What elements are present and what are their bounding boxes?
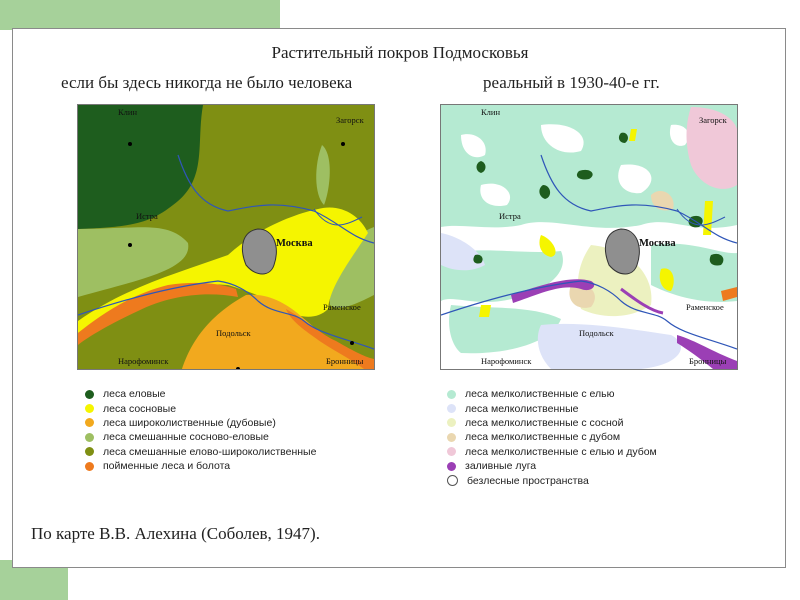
- legend-label: леса сосновые: [103, 402, 177, 415]
- legend-natural-item: [85, 459, 316, 473]
- legend-natural-item: [85, 401, 316, 415]
- legend-swatch-icon: [447, 418, 456, 427]
- city-bronnitsy-natural: Бронницы: [326, 356, 364, 366]
- legend-swatch-icon: [447, 433, 456, 442]
- legend-natural: [85, 387, 316, 473]
- city-istra-natural: Истра: [136, 211, 158, 221]
- legend-real: [447, 387, 657, 488]
- map-natural-vegetation: [77, 104, 375, 370]
- legend-label: леса смешанные сосново-еловые: [103, 431, 269, 444]
- legend-label: безлесные пространства: [467, 474, 589, 487]
- city-podolsk-natural: Подольск: [216, 328, 251, 338]
- legend-label: леса мелколиственные с дубом: [465, 431, 621, 444]
- legend-swatch-icon: [85, 390, 94, 399]
- legend-natural-item: [85, 445, 316, 459]
- legend-label: леса мелколиственные с елью: [465, 388, 615, 401]
- legend-real-item: [447, 445, 657, 459]
- city-moskva-natural: Москва: [276, 238, 313, 249]
- subtitle-real: реальный в 1930-40-е гг.: [483, 73, 660, 92]
- legend-swatch-icon: [447, 390, 456, 399]
- legend-label: леса еловые: [103, 388, 166, 401]
- city-klin-real: Клин: [481, 107, 501, 117]
- city-zagorsk-natural: Загорск: [336, 115, 364, 125]
- legend-real-item: [447, 387, 657, 401]
- legend-label: леса мелколиственные с сосной: [465, 416, 624, 429]
- legend-swatch-icon: [85, 418, 94, 427]
- legend-natural-item: [85, 430, 316, 444]
- city-klin-natural: Клин: [118, 107, 138, 117]
- city-ramenskoe-natural: Раменское: [323, 302, 361, 312]
- legend-swatch-icon: [447, 404, 456, 413]
- city-narofominsk-real: Нарофоминск: [481, 356, 532, 366]
- legend-natural-item: [85, 416, 316, 430]
- slide: [12, 28, 786, 568]
- legend-swatch-icon: [85, 447, 94, 456]
- legend-swatch-icon: [447, 447, 456, 456]
- legend-real-item: [447, 459, 657, 473]
- legend-real-item: [447, 473, 657, 487]
- legend-label: пойменные леса и болота: [103, 460, 231, 473]
- legend-swatch-icon: [85, 462, 94, 471]
- legend-label: леса мелколиственные: [465, 402, 579, 415]
- legend-natural-item: [85, 387, 316, 401]
- legend-real-item: [447, 401, 657, 415]
- legend-swatch-icon: [85, 404, 94, 413]
- legend-label: леса мелколиственные с елью и дубом: [465, 445, 657, 458]
- map-real-vegetation: [440, 104, 738, 370]
- subtitle-natural: если бы здесь никогда не было человека: [61, 73, 353, 92]
- legend-label: леса широколиственные (дубовые): [103, 416, 276, 429]
- legend-swatch-icon: [447, 462, 456, 471]
- legend-label: леса смешанные елово-широколиственные: [103, 445, 317, 458]
- legend-real-item: [447, 430, 657, 444]
- city-ramenskoe-real: Раменское: [686, 302, 724, 312]
- legend-swatch-icon: [85, 433, 94, 442]
- legend-swatch-icon: [447, 475, 458, 486]
- source-note: По карте В.В. Алехина (Соболев, 1947).: [31, 524, 320, 543]
- city-bronnitsy-real: Бронницы: [689, 356, 727, 366]
- city-podolsk-real: Подольск: [579, 328, 614, 338]
- city-narofominsk-natural: Нарофоминск: [118, 356, 169, 366]
- city-moskva-real: Москва: [639, 238, 676, 249]
- legend-real-item: [447, 416, 657, 430]
- slide-title: Растительный покров Подмосковья: [271, 43, 529, 62]
- corner-decoration-top: [0, 0, 280, 30]
- city-zagorsk-real: Загорск: [699, 115, 727, 125]
- legend-label: заливные луга: [465, 460, 537, 473]
- city-istra-real: Истра: [499, 211, 521, 221]
